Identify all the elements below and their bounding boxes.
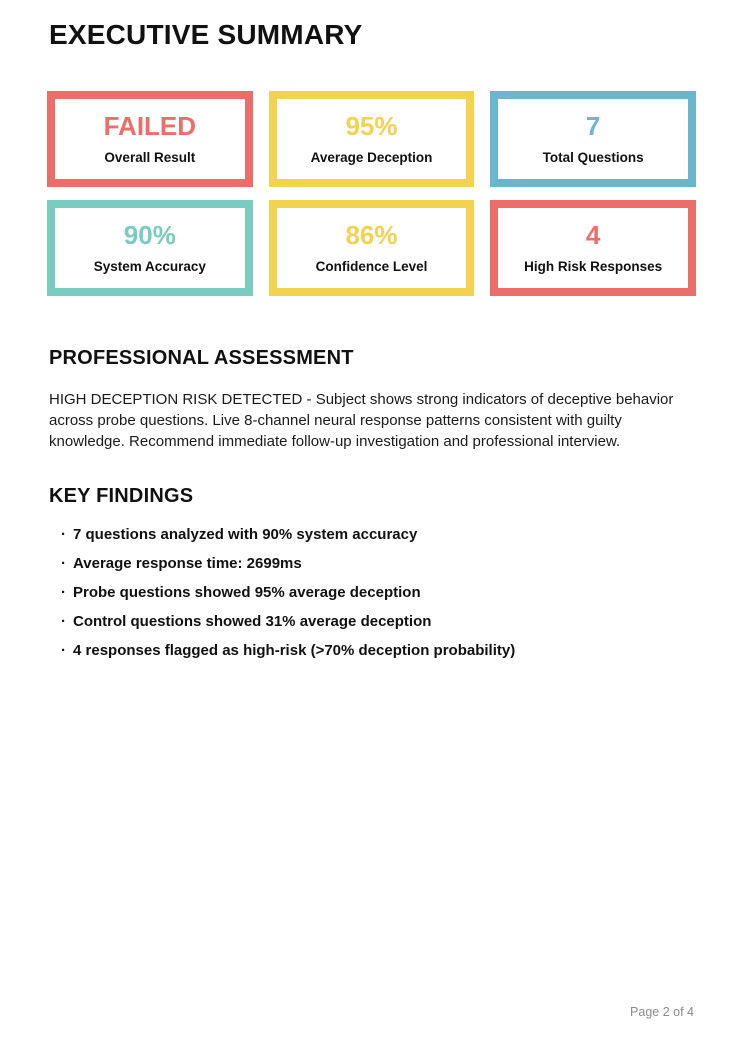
finding-item: · Average response time: 2699ms [49, 555, 696, 573]
stat-value: 90% [123, 220, 176, 251]
stat-label: High Risk Responses [524, 259, 663, 275]
stat-card-overall-result [47, 91, 253, 187]
stat-label: Confidence Level [315, 259, 428, 275]
report-content [47, 0, 696, 671]
findings-heading: KEY FINDINGS [49, 485, 194, 508]
stat-card-confidence-level [269, 200, 475, 296]
stat-card-total-questions [490, 91, 696, 187]
key-findings-section [49, 485, 696, 660]
stat-value: 95% [345, 111, 398, 142]
finding-item: · 4 responses flagged as high-risk (>70% deception probability) [49, 642, 696, 660]
stat-value: 7 [585, 111, 601, 142]
finding-item: · 7 questions analyzed with 90% system accuracy [49, 526, 696, 544]
stat-value: 86% [345, 220, 398, 251]
professional-assessment-section [49, 347, 696, 452]
stat-card-average-deception [269, 91, 475, 187]
stat-label: Average Deception [310, 150, 433, 166]
stat-label: System Accuracy [93, 259, 206, 275]
stat-value: 4 [585, 220, 601, 251]
page-number: Page 2 of 4 [630, 1005, 694, 1019]
summary-stats-grid [47, 91, 696, 296]
stat-card-high-risk-responses [490, 200, 696, 296]
assessment-heading: PROFESSIONAL ASSESSMENT [49, 347, 354, 370]
finding-item: · Probe questions showed 95% average deception [49, 584, 696, 602]
stat-value: FAILED [103, 111, 197, 142]
page-title: EXECUTIVE SUMMARY [49, 19, 363, 50]
findings-list [49, 526, 696, 660]
stat-card-system-accuracy [47, 200, 253, 296]
finding-item: · Control questions showed 31% average deception [49, 613, 696, 631]
stat-label: Overall Result [104, 150, 196, 166]
assessment-body-text: HIGH DECEPTION RISK DETECTED - Subject shows strong indicators of deceptive behavior across probe questions. Live 8-channel neural response patterns consistent with guilty knowledge. Recommend immediate follow-up investigation and professional interview. [49, 391, 674, 451]
stat-label: Total Questions [542, 150, 644, 166]
